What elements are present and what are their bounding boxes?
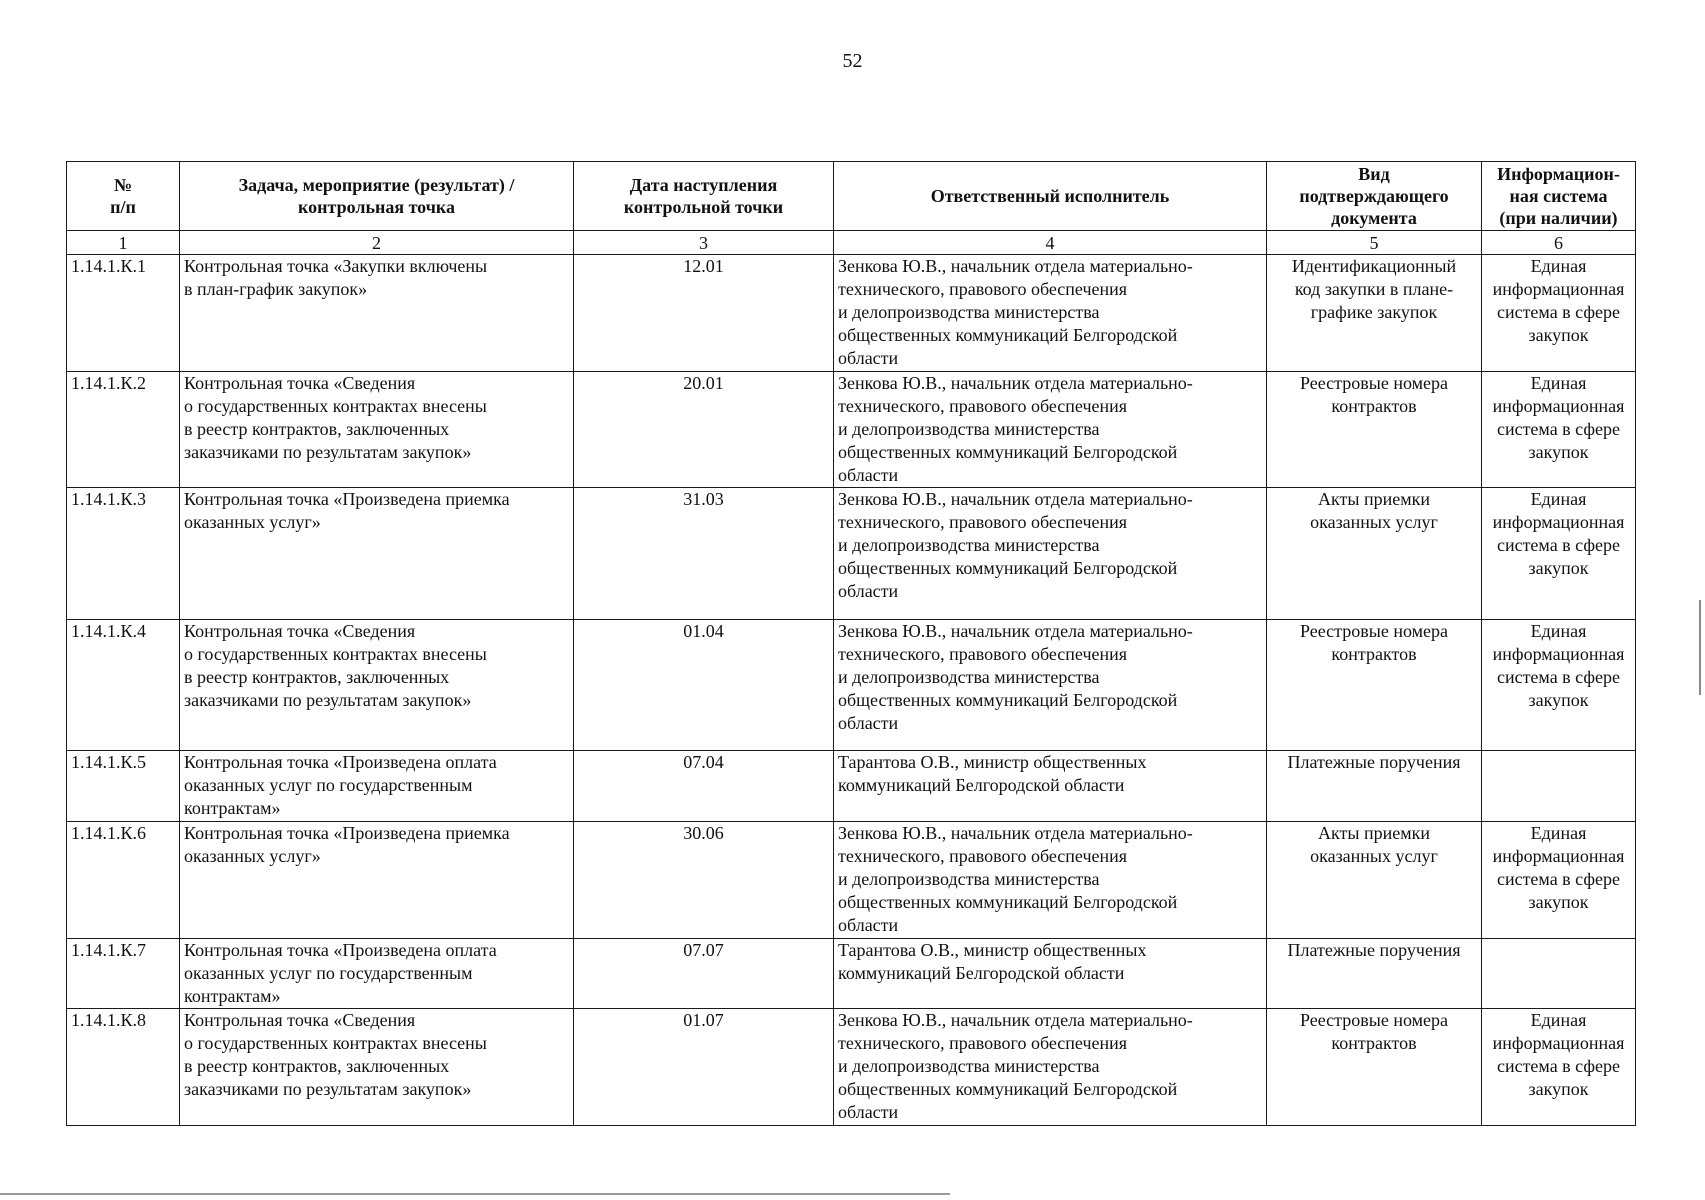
column-number: 2 — [180, 231, 574, 255]
row-document: Платежные поручения — [1267, 939, 1482, 1009]
row-system: Единая информационная система в сфере закупок — [1482, 1009, 1636, 1126]
scan-bottom-rule — [0, 1193, 950, 1195]
row-date: 07.07 — [574, 939, 834, 1009]
header-executor: Ответственный исполнитель — [834, 162, 1267, 231]
row-executor: Зенкова Ю.В., начальник отдела материально- технического, правового обеспечения и делопроизводства министерства общественных коммуникаций Белгородской области — [834, 822, 1267, 939]
header-date: Дата наступления контрольной точки — [574, 162, 834, 231]
row-number: 1.14.1.К.8 — [67, 1009, 180, 1126]
header-system: Информацион- ная система (при наличии) — [1482, 162, 1636, 231]
row-system: Единая информационная система в сфере закупок — [1482, 372, 1636, 488]
row-date: 07.04 — [574, 751, 834, 822]
control-points-table — [66, 161, 1636, 1126]
table-header — [67, 162, 1636, 255]
row-executor: Тарантова О.В., министр общественных коммуникаций Белгородской области — [834, 751, 1267, 822]
row-date: 30.06 — [574, 822, 834, 939]
table-row — [67, 939, 1636, 1009]
row-system: Единая информационная система в сфере закупок — [1482, 822, 1636, 939]
row-task: Контрольная точка «Произведена оплата оказанных услуг по государственным контрактам» — [180, 939, 574, 1009]
table-body — [67, 255, 1636, 1126]
table-row — [67, 822, 1636, 939]
row-date: 01.07 — [574, 1009, 834, 1126]
table-row — [67, 1009, 1636, 1126]
row-system: Единая информационная система в сфере закупок — [1482, 488, 1636, 620]
row-task: Контрольная точка «Сведения о государственных контрактах внесены в реестр контрактов, заключенных заказчиками по результатам закупок» — [180, 1009, 574, 1126]
table-row — [67, 372, 1636, 488]
column-number: 1 — [67, 231, 180, 255]
scan-edge-mark — [1699, 600, 1701, 695]
row-document: Реестровые номера контрактов — [1267, 1009, 1482, 1126]
row-executor: Зенкова Ю.В., начальник отдела материально- технического, правового обеспечения и делопроизводства министерства общественных коммуникаций Белгородской области — [834, 620, 1267, 751]
row-system — [1482, 939, 1636, 1009]
row-number: 1.14.1.К.5 — [67, 751, 180, 822]
row-document: Реестровые номера контрактов — [1267, 620, 1482, 751]
table-row — [67, 751, 1636, 822]
row-number: 1.14.1.К.4 — [67, 620, 180, 751]
row-document: Акты приемки оказанных услуг — [1267, 488, 1482, 620]
row-system: Единая информационная система в сфере закупок — [1482, 620, 1636, 751]
row-task: Контрольная точка «Сведения о государственных контрактах внесены в реестр контрактов, заключенных заказчиками по результатам закупок» — [180, 372, 574, 488]
header-row — [67, 162, 1636, 231]
row-executor: Тарантова О.В., министр общественных коммуникаций Белгородской области — [834, 939, 1267, 1009]
row-number: 1.14.1.К.6 — [67, 822, 180, 939]
column-number-row — [67, 231, 1636, 255]
page-number: 52 — [842, 50, 863, 72]
row-executor: Зенкова Ю.В., начальник отдела материально- технического, правового обеспечения и делопроизводства министерства общественных коммуникаций Белгородской области — [834, 372, 1267, 488]
row-task: Контрольная точка «Произведена оплата оказанных услуг по государственным контрактам» — [180, 751, 574, 822]
row-executor: Зенкова Ю.В., начальник отдела материально- технического, правового обеспечения и делопроизводства министерства общественных коммуникаций Белгородской области — [834, 255, 1267, 372]
header-document: Вид подтверждающего документа — [1267, 162, 1482, 231]
row-document: Платежные поручения — [1267, 751, 1482, 822]
column-number: 5 — [1267, 231, 1482, 255]
row-task: Контрольная точка «Произведена приемка оказанных услуг» — [180, 488, 574, 620]
row-date: 12.01 — [574, 255, 834, 372]
row-number: 1.14.1.К.2 — [67, 372, 180, 488]
row-number: 1.14.1.К.1 — [67, 255, 180, 372]
table-row — [67, 255, 1636, 372]
row-task: Контрольная точка «Произведена приемка оказанных услуг» — [180, 822, 574, 939]
row-number: 1.14.1.К.3 — [67, 488, 180, 620]
row-document: Реестровые номера контрактов — [1267, 372, 1482, 488]
table-row — [67, 620, 1636, 751]
table-row — [67, 488, 1636, 620]
row-task: Контрольная точка «Сведения о государственных контрактах внесены в реестр контрактов, заключенных заказчиками по результатам закупок» — [180, 620, 574, 751]
row-document: Идентификационный код закупки в плане- графике закупок — [1267, 255, 1482, 372]
row-document: Акты приемки оказанных услуг — [1267, 822, 1482, 939]
row-date: 01.04 — [574, 620, 834, 751]
row-system — [1482, 751, 1636, 822]
row-system: Единая информационная система в сфере закупок — [1482, 255, 1636, 372]
column-number: 6 — [1482, 231, 1636, 255]
row-task: Контрольная точка «Закупки включены в план-график закупок» — [180, 255, 574, 372]
header-task: Задача, мероприятие (результат) / контрольная точка — [180, 162, 574, 231]
header-number: № п/п — [67, 162, 180, 231]
column-number: 4 — [834, 231, 1267, 255]
row-executor: Зенкова Ю.В., начальник отдела материально- технического, правового обеспечения и делопроизводства министерства общественных коммуникаций Белгородской области — [834, 488, 1267, 620]
row-date: 31.03 — [574, 488, 834, 620]
row-executor: Зенкова Ю.В., начальник отдела материально- технического, правового обеспечения и делопроизводства министерства общественных коммуникаций Белгородской области — [834, 1009, 1267, 1126]
column-number: 3 — [574, 231, 834, 255]
row-date: 20.01 — [574, 372, 834, 488]
row-number: 1.14.1.К.7 — [67, 939, 180, 1009]
